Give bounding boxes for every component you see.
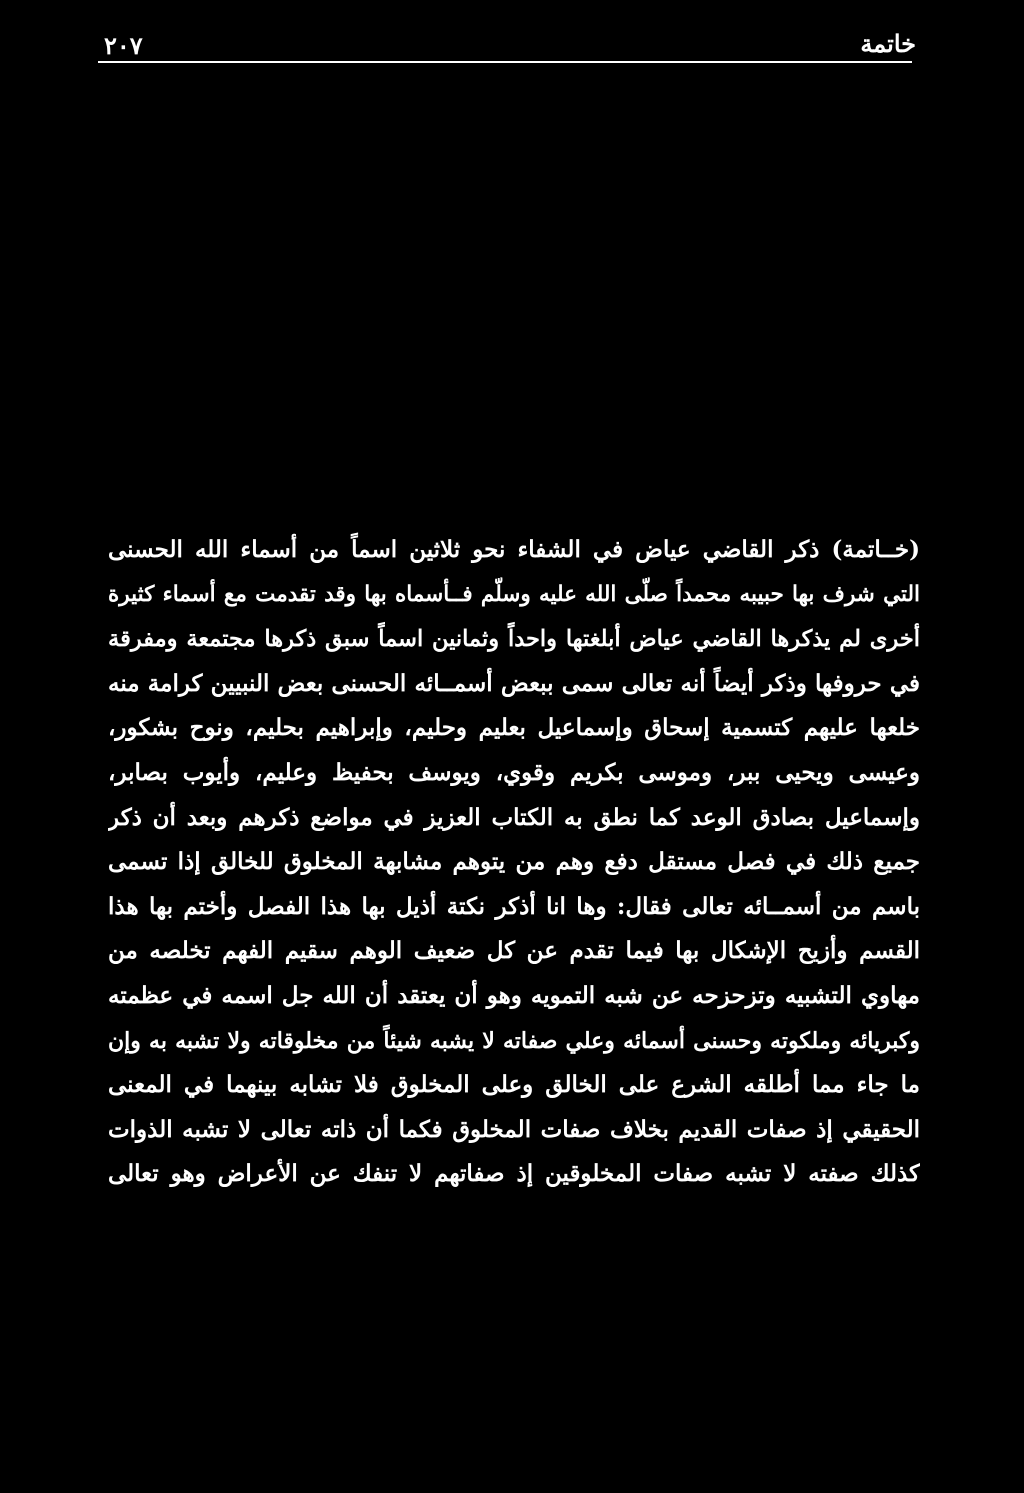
text-line: الحقيقي إذ صفات القديم بخلاف صفات المخلوق فكما أن ذاته تعالى لا تشبه الذوات: [108, 1115, 920, 1143]
text-line: القسم وأزيح الإشكال بها فيما تقدم عن كل ضعيف الوهم سقيم الفهم تخلصه من: [108, 937, 920, 965]
text-line: كذلك صفته لا تشبه صفات المخلوقين إذ صفاتهم لا تنفك عن الأعراض وهو تعالى: [108, 1160, 920, 1188]
body-paragraph: [108, 528, 920, 1197]
text-line: (خــاتمة) ذكر القاضي عياض في الشفاء نحو ثلاثين اسماً من أسماء الله الحسنى: [108, 536, 920, 563]
page-header: [98, 26, 918, 66]
text-line: التي شرف بها حبيبه محمداً صلّى الله عليه وسلّم فــأسماه بها وقد تقدمت مع أسماء كثيرة: [108, 581, 920, 607]
text-line: وإسماعيل بصادق الوعد كما نطق به الكتاب العزيز في مواضع ذكرهم وبعد أن ذكر: [108, 803, 920, 831]
text-line: ما جاء مما أطلقه الشرع على الخالق وعلى المخلوق فلا تشابه بينهما في المعنى: [108, 1071, 920, 1099]
text-line: في حروفها وذكر أيضاً أنه تعالى سمى ببعض أسمــائه الحسنى بعض النبيين كرامة منه: [108, 669, 920, 697]
page-number: ٢٠٧: [104, 31, 143, 60]
text-line: وعيسى ويحيى ببر، وموسى بكريم وقوي، ويوسف بحفيظ وعليم، وأيوب بصابر،: [108, 758, 920, 786]
text-line: باسم من أسمــائه تعالى فقال: وها انا أذكر نكتة أذيل بها هذا الفصل وأختم بها هذا: [108, 892, 920, 920]
text-line: وكبريائه وملكوته وحسنى أسمائه وعلي صفاته لا يشبه شيئاً من مخلوقاته ولا تشبه به وإن: [108, 1027, 920, 1054]
running-title: خاتمة: [860, 29, 916, 58]
header-divider: [98, 61, 912, 63]
text-line: أخرى لم يذكرها القاضي عياض أبلغتها واحداً وثمانين اسماً سبق ذكرها مجتمعة ومفرقة: [108, 626, 920, 653]
text-line: مهاوي التشبيه وتزحزحه عن شبه التمويه وهو أن يعتقد أن الله جل اسمه في عظمته: [108, 981, 920, 1009]
text-line: جميع ذلك في فصل مستقل دفع وهم من يتوهم مشابهة المخلوق للخالق إذا تسمى: [108, 848, 920, 876]
text-line: خلعها عليهم كتسمية إسحاق وإسماعيل بعليم وحليم، وإبراهيم بحليم، ونوح بشكور،: [108, 714, 920, 742]
